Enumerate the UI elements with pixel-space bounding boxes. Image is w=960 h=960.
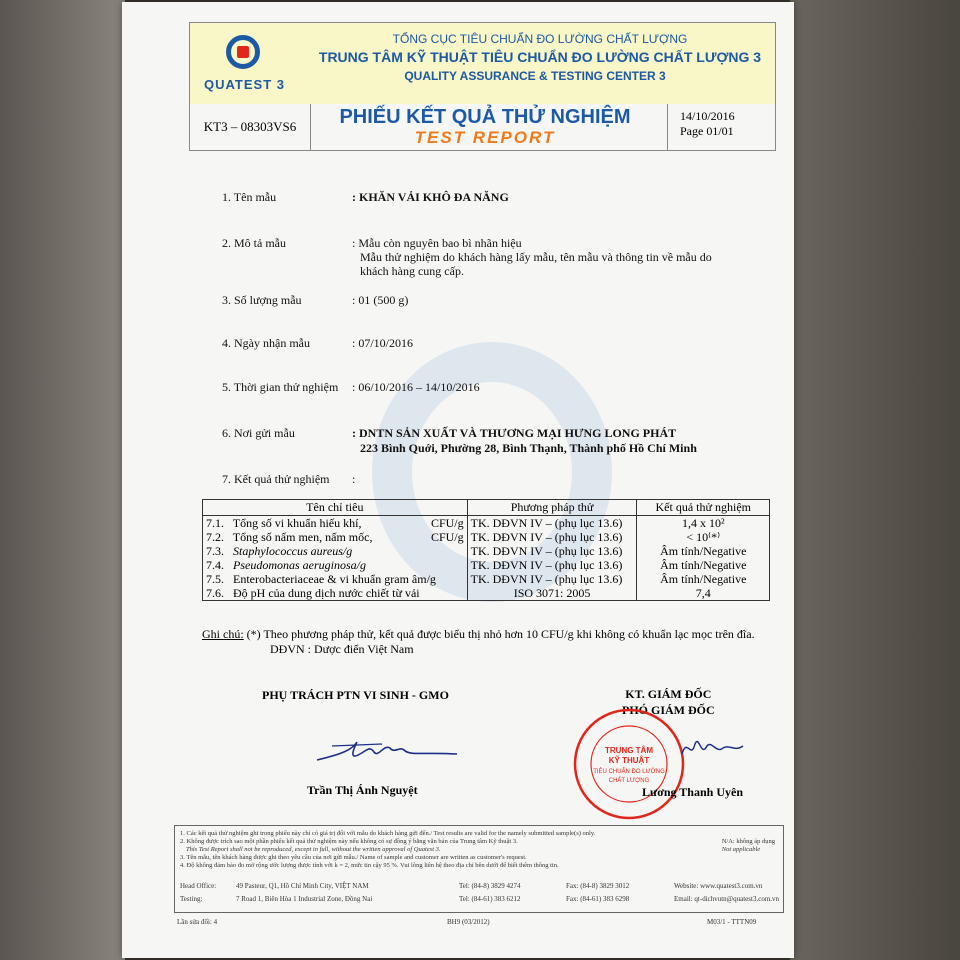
form-code: BH9 (03/2012) [447, 918, 490, 926]
cell-method: ISO 3071: 2005 [467, 586, 637, 601]
parameter-name: Pseudomonas aeruginosa/g [233, 558, 366, 572]
cell-method: TK. DĐVN IV – (phụ lục 13.6) [467, 530, 637, 544]
column-header: Kết quả thử nghiệm [637, 500, 770, 516]
svg-text:TIÊU CHUẨN ĐO LƯỜNG: TIÊU CHUẨN ĐO LƯỜNG [593, 769, 665, 775]
parameter-name: Độ pH của dung dịch nước chiết từ vải [233, 586, 420, 600]
field-value: : DNTN SẢN XUẤT VÀ THƯƠNG MẠI HƯNG LONG PHÁT [352, 426, 677, 440]
right-signature [677, 732, 747, 762]
cell-parameter [203, 558, 468, 572]
results-table [202, 499, 770, 601]
field-label: 2. Mô tả mẫu [222, 236, 286, 250]
table-row [203, 516, 770, 531]
notes-label: Ghi chú: [202, 627, 244, 641]
revision-number: Lần sửa đổi: 4 [177, 918, 218, 926]
field-value: : Mẫu còn nguyên bao bì nhãn hiệu [352, 236, 522, 250]
table-row [203, 586, 770, 601]
background-right [790, 0, 960, 960]
head-office-address: 49 Pasteur, Q1, Hồ Chí Minh City, VIỆT NAM [236, 882, 369, 890]
footer-line: 4. Độ không đảm bảo đo mở rộng ước lượng được tính với k = 2, mức tin cậy 95 %. Vui lòng liên hệ theo địa chỉ bên dưới để biết thêm thông tin. [180, 862, 559, 869]
cell-method: TK. DĐVN IV – (phụ lục 13.6) [467, 516, 637, 531]
notes-section [202, 627, 762, 657]
official-stamp [572, 707, 687, 822]
field-label: 3. Số lượng mẫu [222, 293, 302, 307]
cell-method: TK. DĐVN IV – (phụ lục 13.6) [467, 572, 637, 586]
cell-result: Âm tính/Negative [637, 544, 770, 558]
right-signatory-name: Lương Thanh Uyên [642, 785, 743, 799]
title-bar [189, 104, 776, 151]
report-header [189, 22, 776, 106]
table-row [203, 572, 770, 586]
footer-line: 1. Các kết quả thử nghiệm ghi trong phiếu này chỉ có giá trị đối với mẫu do khách hàng gửi đến./ Test results are valid for the namely submitted sample(s) only. [180, 830, 596, 837]
left-signatory-name: Trần Thị Ánh Nguyệt [307, 783, 418, 797]
row-number: 7.1. [206, 516, 224, 530]
testing-fax: Fax: (84-61) 383 6298 [566, 895, 630, 903]
report-date: 14/10/2016 [680, 109, 735, 123]
field-value: : 06/10/2016 – 14/10/2016 [352, 380, 480, 394]
field-label: 7. Kết quả thử nghiệm [222, 472, 330, 486]
parameter-unit: CFU/g [430, 516, 464, 530]
testing-label: Testing: [180, 895, 203, 903]
website: Website: www.quatest3.com.vn [674, 882, 763, 890]
quatest-logo [204, 31, 292, 101]
right-title-line1: KT. GIÁM ĐỐC [625, 687, 712, 701]
table-row [203, 558, 770, 572]
na-note [722, 838, 775, 854]
cell-result: Âm tính/Negative [637, 572, 770, 586]
left-signatory-title: PHỤ TRÁCH PTN VI SINH - GMO [262, 688, 449, 702]
table-row [203, 530, 770, 544]
row-number: 7.2. [206, 530, 224, 544]
field-value-extra: 223 Bình Quới, Phường 28, Bình Thạnh, Thành phố Hồ Chí Minh [360, 441, 697, 455]
cell-result: 1,4 x 10² [637, 516, 770, 531]
field-value: : [352, 472, 356, 486]
row-number: 7.3. [206, 544, 224, 558]
test-report-sheet [122, 2, 794, 958]
field-value: : 07/10/2016 [352, 336, 414, 350]
field-value: : 01 (500 g) [352, 293, 409, 307]
field-label: 5. Thời gian thử nghiệm [222, 380, 339, 394]
logo-square-icon [237, 46, 249, 58]
page-number: Page 01/01 [680, 124, 734, 138]
header-center-vn: TRUNG TÂM KỸ THUẬT TIÊU CHUẨN ĐO LƯỜNG CHẤT LƯỢNG 3 [318, 49, 762, 65]
column-header: Phương pháp thử [467, 500, 637, 516]
parameter-name: Staphylococcus aureus/g [233, 544, 353, 558]
footer-line: 3. Tên mẫu, tên khách hàng được ghi theo yêu cầu của nơi gửi mẫu./ Name of sample and customer are written as customer's request. [180, 854, 527, 861]
cell-parameter [203, 544, 468, 558]
field-label: 6. Nơi gửi mẫu [222, 426, 295, 440]
notes-line2: DĐVN : Dược điển Việt Nam [270, 642, 414, 656]
cell-result: 7,4 [637, 586, 770, 601]
svg-text:CHẤT LƯỢNG: CHẤT LƯỢNG [608, 778, 650, 784]
na-en: Not applicable [721, 846, 761, 853]
cell-parameter [203, 572, 468, 586]
logo-text: QUATEST 3 [204, 77, 285, 92]
parameter-name: Tổng số vi khuẩn hiếu khí, [232, 516, 362, 530]
parameter-name: Enterobacteriaceae & vi khuẩn gram âm/g [233, 572, 436, 586]
email: Email: qt-dichvutn@quatest3.com.vn [674, 895, 780, 903]
svg-text:KỸ THUẬT: KỸ THUẬT [608, 756, 650, 765]
head-office-fax: Fax: (84-8) 3829 3012 [566, 882, 630, 890]
date-page-block [667, 104, 775, 150]
parameter-name: Tổng số nấm men, nấm mốc, [232, 530, 373, 544]
column-header: Tên chỉ tiêu [203, 500, 468, 516]
cell-method: TK. DĐVN IV – (phụ lục 13.6) [467, 558, 637, 572]
footer-line: 2. Không được trích sao một phần phiếu kết quả thử nghiệm này nếu không có sự đồng ý bằng văn bản của Trung tâm Kỹ thuật 3. [180, 838, 518, 845]
header-agency: TỔNG CỤC TIÊU CHUẨN ĐO LƯỜNG CHẤT LƯỢNG [392, 32, 688, 46]
title-vietnamese: PHIẾU KẾT QUẢ THỬ NGHIỆM [339, 106, 631, 128]
testing-tel: Tel: (84-61) 383 6212 [459, 895, 521, 903]
head-office-tel: Tel: (84-8) 3829 4274 [459, 882, 521, 890]
report-code: KT3 – 08303VS6 [190, 104, 311, 150]
table-header-row [203, 500, 770, 516]
cell-parameter [203, 516, 468, 531]
field-label: 1. Tên mẫu [222, 190, 277, 204]
head-office-label: Head Office: [180, 882, 217, 890]
background-left [0, 0, 125, 960]
right-title-line2: PHÓ GIÁM ĐỐC [622, 703, 715, 717]
title-english: TEST REPORT [414, 128, 556, 147]
row-number: 7.6. [206, 586, 224, 600]
cell-method: TK. DĐVN IV – (phụ lục 13.6) [467, 544, 637, 558]
cell-result: < 10⁽*⁾ [637, 530, 770, 544]
cell-parameter [203, 586, 468, 601]
footer-line: This Test Report shall not be reproduced, except in full, without the written approval of Quatest 3. [186, 846, 441, 853]
table-row [203, 544, 770, 558]
svg-text:TRUNG TÂM: TRUNG TÂM [605, 746, 653, 755]
testing-address: 7 Road 1, Biên Hòa 1 Industrial Zone, Đồng Nai [236, 895, 373, 903]
field-value: : KHĂN VẢI KHÔ ĐA NĂNG [352, 190, 509, 204]
parameter-unit: CFU/g [430, 530, 464, 544]
na-vn: N/A: không áp dụng [721, 838, 775, 845]
header-center-en: QUALITY ASSURANCE & TESTING CENTER 3 [404, 69, 666, 83]
notes-line1: (*) Theo phương pháp thử, kết quả được biểu thị nhỏ hơn 10 CFU/g khi không có khuẩn lạc mọc trên đĩa. [246, 627, 755, 641]
row-number: 7.5. [206, 572, 224, 586]
cell-result: Âm tính/Negative [637, 558, 770, 572]
left-signature [312, 732, 462, 767]
document-code: M03/1 - TTTN09 [707, 918, 757, 926]
row-number: 7.4. [206, 558, 224, 572]
field-label: 4. Ngày nhận mẫu [222, 336, 310, 350]
cell-parameter [203, 530, 468, 544]
field-value-extra: Mẫu thử nghiệm do khách hàng lấy mẫu, tên mẫu và thông tin về mẫu do khách hàng cung cấp. [360, 250, 712, 278]
